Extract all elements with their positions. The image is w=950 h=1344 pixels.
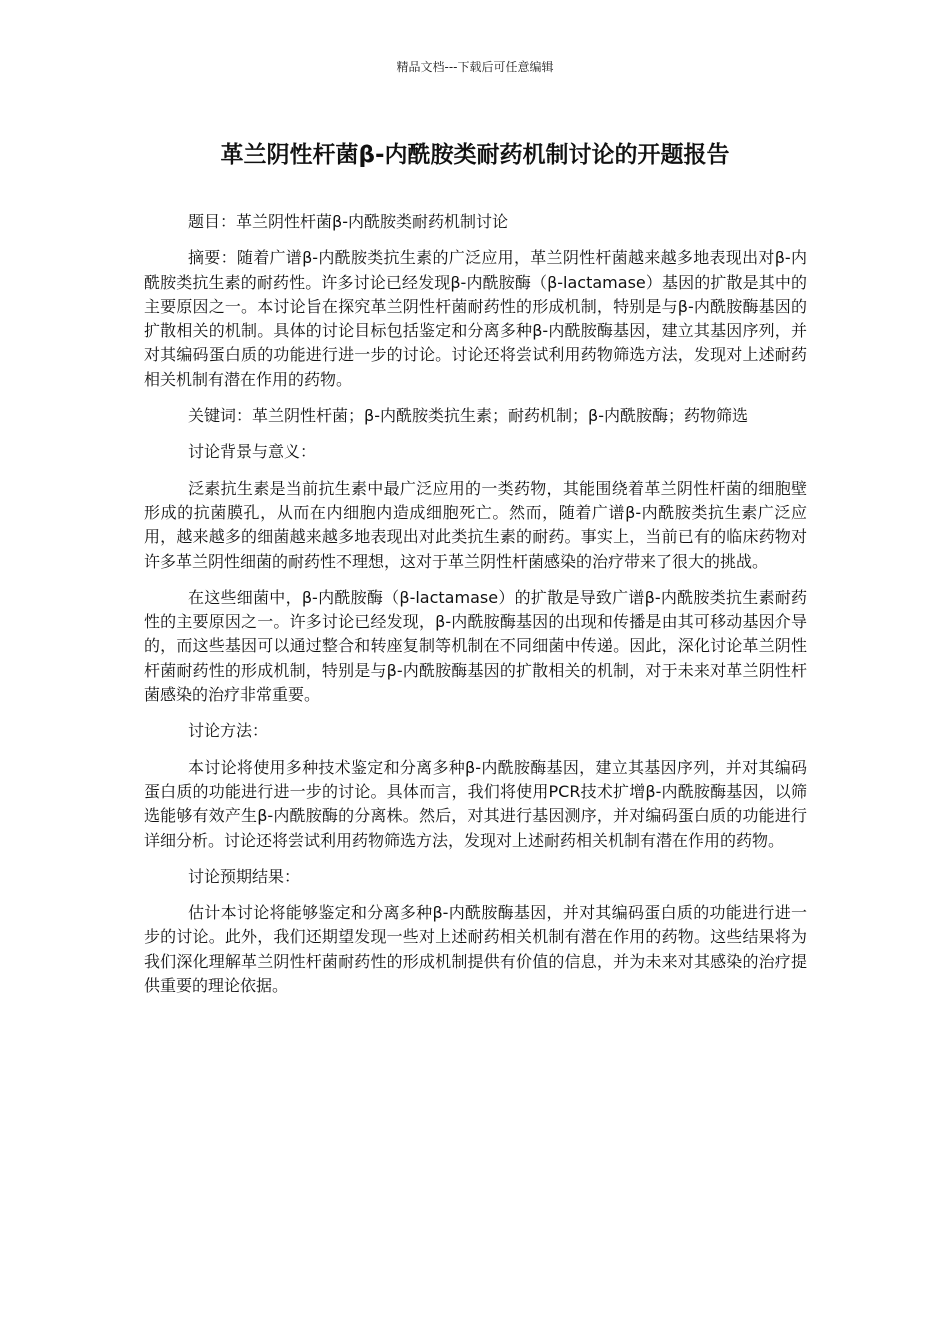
expected-results-paragraph: 估计本讨论将能够鉴定和分离多种β-内酰胺酶基因，并对其编码蛋白质的功能进行进一步的讨论。此外，我们还期望发现一些对上述耐药相关机制有潜在作用的药物。这些结果将为我们深化理解革兰阴性杆菌耐药性的形成机制提供有价值的信息，并为未来对其感染的治疗提供重要的理论依据。 bbox=[144, 903, 807, 996]
page-header-note: 精品文档---下载后可任意编辑 bbox=[396, 60, 554, 74]
topic-paragraph: 题目：革兰阴性杆菌β-内酰胺类耐药机制讨论 bbox=[188, 212, 508, 231]
document-body bbox=[144, 210, 807, 1010]
keywords-paragraph: 关键词：革兰阴性杆菌；β-内酰胺类抗生素；耐药机制；β-内酰胺酶；药物筛选 bbox=[188, 406, 748, 426]
background-paragraph-2: 在这些细菌中，β-内酰胺酶（β-lactamase）的扩散是导致广谱β-内酰胺类抗生素耐药性的主要原因之一。许多讨论已经发现，β-内酰胺酶基因的出现和传播是由其可移动基因介导的，而这些基因可以通过整合和转座复制等机制在不同细菌中传递。因此，深化讨论革兰阴性杆菌耐药性的形成机制，特别是与β-内酰胺酶基因的扩散相关的机制，对于未来对革兰阴性杆菌感染的治疗非常重要。 bbox=[144, 587, 807, 705]
expected-results-heading: 讨论预期结果： bbox=[188, 866, 301, 886]
methods-heading: 讨论方法： bbox=[188, 721, 269, 741]
methods-paragraph: 本讨论将使用多种技术鉴定和分离多种β-内酰胺酶基因，建立其基因序列，并对其编码蛋白质的功能进行进一步的讨论。具体而言，我们将使用PCR技术扩增β-内酰胺酶基因，以筛选能够有效产生β-内酰胺酶的分离株。然后，对其进行基因测序，并对编码蛋白质的功能进行详细分析。讨论还将尝试利用药物筛选方法，发现对上述耐药相关机制有潜在作用的药物。 bbox=[144, 757, 807, 850]
abstract-paragraph: 摘要：随着广谱β-内酰胺类抗生素的广泛应用，革兰阴性杆菌越来越多地表现出对β-内酰胺类抗生素的耐药性。许多讨论已经发现β-内酰胺酶（β-lactamase）基因的扩散是其中的主要原因之一。本讨论旨在探究革兰阴性杆菌耐药性的形成机制，特别是与β-内酰胺酶基因的扩散相关的机制。具体的讨论目标包括鉴定和分离多种β-内酰胺酶基因，建立其基因序列，并对其编码蛋白质的功能进行进一步的讨论。讨论还将尝试利用药物筛选方法，发现对上述耐药相关机制有潜在作用的药物。 bbox=[144, 248, 807, 389]
document-title: 革兰阴性杆菌β-内酰胺类耐药机制讨论的开题报告 bbox=[220, 142, 730, 168]
background-paragraph-1: 泛素抗生素是当前抗生素中最广泛应用的一类药物，其能围绕着革兰阴性杆菌的细胞壁形成的抗菌膜孔，从而在内细胞内造成细胞死亡。然而，随着广谱β-内酰胺类抗生素广泛应用，越来越多的细菌越来越多地表现出对此类抗生素的耐药。事实上，当前已有的临床药物对许多革兰阴性细菌的耐药性不理想，这对于革兰阴性杆菌感染的治疗带来了很大的挑战。 bbox=[144, 478, 807, 571]
background-heading: 讨论背景与意义： bbox=[188, 442, 317, 462]
